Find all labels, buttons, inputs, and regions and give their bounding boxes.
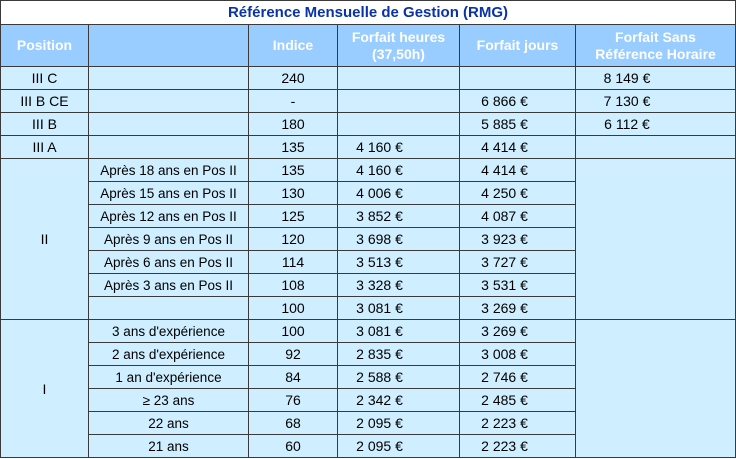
title-row: [1, 1, 736, 25]
jours-cell: [460, 90, 576, 113]
jours-value: 2 746 €: [481, 369, 528, 385]
indice-cell: 84: [249, 366, 338, 389]
sans-cell: [576, 159, 736, 320]
heures-cell: [338, 297, 460, 320]
detail-cell: ≥ 23 ans: [89, 389, 249, 412]
position-cell: III B CE: [1, 90, 89, 113]
detail-cell: [89, 297, 249, 320]
sans-cell: [576, 113, 736, 136]
heures-value: 4 006 €: [356, 185, 403, 201]
heures-value: 2 095 €: [356, 415, 403, 431]
heures-cell: [338, 67, 460, 90]
jours-cell: [460, 343, 576, 366]
jours-cell: [460, 435, 576, 458]
heures-cell: [338, 366, 460, 389]
sans-cell: [576, 67, 736, 90]
heures-value: 3 698 €: [356, 231, 403, 247]
heures-value: 3 328 €: [356, 277, 403, 293]
heures-cell: [338, 90, 460, 113]
heures-value: 3 081 €: [356, 300, 403, 316]
indice-cell: 68: [249, 412, 338, 435]
jours-value: 3 269 €: [481, 300, 528, 316]
indice-cell: 240: [249, 67, 338, 90]
indice-cell: 120: [249, 228, 338, 251]
indice-cell: 135: [249, 159, 338, 182]
jours-cell: [460, 412, 576, 435]
table-row: [1, 67, 736, 90]
heures-cell: [338, 389, 460, 412]
jours-cell: [460, 366, 576, 389]
heures-cell: [338, 412, 460, 435]
sans-cell: [576, 90, 736, 113]
heures-value: 3 081 €: [356, 323, 403, 339]
heures-cell: [338, 159, 460, 182]
position-cell: II: [1, 159, 89, 320]
jours-value: 2 223 €: [481, 438, 528, 454]
heures-value: 2 095 €: [356, 438, 403, 454]
heures-value: 2 588 €: [356, 369, 403, 385]
jours-cell: [460, 274, 576, 297]
indice-cell: 108: [249, 274, 338, 297]
jours-value: 2 485 €: [481, 392, 528, 408]
jours-value: 6 866 €: [481, 93, 528, 109]
jours-cell: [460, 251, 576, 274]
heures-cell: [338, 251, 460, 274]
table-row: [1, 159, 736, 182]
indice-cell: 114: [249, 251, 338, 274]
position-cell: III C: [1, 67, 89, 90]
header-forfait-jours: Forfait jours: [460, 25, 576, 67]
detail-cell: 22 ans: [89, 412, 249, 435]
jours-cell: [460, 205, 576, 228]
jours-cell: [460, 182, 576, 205]
sans-value: 7 130 €: [603, 93, 651, 109]
heures-value: 3 852 €: [356, 208, 403, 224]
jours-value: 3 727 €: [481, 254, 528, 270]
detail-cell: 21 ans: [89, 435, 249, 458]
indice-cell: 60: [249, 435, 338, 458]
jours-value: 3 923 €: [481, 231, 528, 247]
jours-value: 3 269 €: [481, 323, 528, 339]
heures-cell: [338, 228, 460, 251]
indice-cell: 100: [249, 297, 338, 320]
indice-cell: 76: [249, 389, 338, 412]
position-cell: III B: [1, 113, 89, 136]
heures-cell: [338, 205, 460, 228]
indice-cell: 92: [249, 343, 338, 366]
jours-cell: [460, 136, 576, 159]
detail-cell: Après 3 ans en Pos II: [89, 274, 249, 297]
detail-cell: [89, 90, 249, 113]
jours-cell: [460, 389, 576, 412]
jours-cell: [460, 113, 576, 136]
header-forfait-sans-line1: Forfait Sans: [615, 28, 696, 45]
jours-value: 3 531 €: [481, 277, 528, 293]
sans-cell: [576, 136, 736, 159]
jours-cell: [460, 297, 576, 320]
indice-cell: 125: [249, 205, 338, 228]
jours-value: 4 087 €: [481, 208, 528, 224]
detail-cell: 1 an d'expérience: [89, 366, 249, 389]
detail-cell: Après 9 ans en Pos II: [89, 228, 249, 251]
header-position: Position: [1, 25, 89, 67]
indice-cell: 100: [249, 320, 338, 343]
jours-value: 3 008 €: [481, 346, 528, 362]
heures-value: 2 342 €: [356, 392, 403, 408]
header-detail: [89, 25, 249, 67]
header-indice: Indice: [249, 25, 338, 67]
table-row: [1, 320, 736, 343]
heures-value: 2 835 €: [356, 346, 403, 362]
heures-cell: [338, 435, 460, 458]
heures-cell: [338, 182, 460, 205]
heures-value: 4 160 €: [356, 162, 403, 178]
jours-cell: [460, 67, 576, 90]
detail-cell: Après 18 ans en Pos II: [89, 159, 249, 182]
position-cell: I: [1, 320, 89, 458]
sans-value: 6 112 €: [604, 116, 650, 132]
detail-cell: [89, 136, 249, 159]
jours-value: 5 885 €: [481, 116, 528, 132]
indice-cell: 130: [249, 182, 338, 205]
jours-value: 2 223 €: [481, 415, 528, 431]
heures-cell: [338, 320, 460, 343]
table-row: [1, 136, 736, 159]
jours-value: 4 250 €: [481, 185, 528, 201]
sans-cell: [576, 320, 736, 458]
heures-cell: [338, 274, 460, 297]
position-cell: III A: [1, 136, 89, 159]
jours-value: 4 414 €: [481, 162, 528, 178]
table-row: [1, 90, 736, 113]
heures-cell: [338, 113, 460, 136]
heures-value: 3 513 €: [356, 254, 403, 270]
indice-cell: 135: [249, 136, 338, 159]
heures-cell: [338, 343, 460, 366]
jours-cell: [460, 320, 576, 343]
header-forfait-heures-line2: (37,50h): [372, 45, 425, 62]
jours-value: 4 414 €: [481, 139, 528, 155]
header-forfait-heures: [338, 25, 460, 67]
detail-cell: Après 12 ans en Pos II: [89, 205, 249, 228]
indice-cell: 180: [249, 113, 338, 136]
header-forfait-sans: [576, 25, 736, 67]
detail-cell: 3 ans d'expérience: [89, 320, 249, 343]
sans-value: 8 149 €: [603, 70, 651, 86]
detail-cell: [89, 67, 249, 90]
table-title: Référence Mensuelle de Gestion (RMG): [1, 1, 736, 25]
table-row: [1, 113, 736, 136]
header-forfait-sans-line2: Référence Horaire: [595, 45, 716, 62]
detail-cell: [89, 113, 249, 136]
detail-cell: 2 ans d'expérience: [89, 343, 249, 366]
header-row: [1, 25, 736, 67]
heures-cell: [338, 136, 460, 159]
detail-cell: Après 15 ans en Pos II: [89, 182, 249, 205]
heures-value: 4 160 €: [356, 139, 403, 155]
indice-cell: -: [249, 90, 338, 113]
header-forfait-heures-line1: Forfait heures: [351, 28, 446, 45]
jours-cell: [460, 159, 576, 182]
jours-cell: [460, 228, 576, 251]
detail-cell: Après 6 ans en Pos II: [89, 251, 249, 274]
